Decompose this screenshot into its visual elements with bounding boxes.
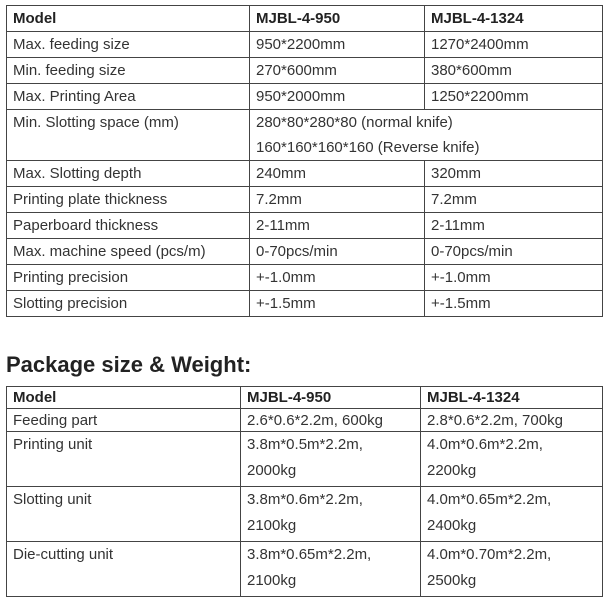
row-label: Paperboard thickness xyxy=(7,213,250,239)
row-label: Max. machine speed (pcs/m) xyxy=(7,239,250,265)
row-label: Printing plate thickness xyxy=(7,187,250,213)
table-row xyxy=(7,84,603,110)
cell-value: +-1.5mm xyxy=(250,291,425,317)
row-label: Min. feeding size xyxy=(7,58,250,84)
table-row xyxy=(7,265,603,291)
cell-value: 2.8*0.6*2.2m, 700kg xyxy=(421,409,603,432)
cell-value: 3.8m*0.5m*2.2m, 2000kg xyxy=(241,432,421,487)
header-cell-model-1324: MJBL-4-1324 xyxy=(421,387,603,409)
header-cell-model: Model xyxy=(7,387,241,409)
header-cell-model-950: MJBL-4-950 xyxy=(250,6,425,32)
cell-value: +-1.0mm xyxy=(425,265,603,291)
slotting-space-cell xyxy=(250,110,603,161)
slotting-space-reverse: 160*160*160*160 (Reverse knife) xyxy=(256,139,480,156)
package-weight-table xyxy=(6,386,603,597)
cell-value: 0-70pcs/min xyxy=(425,239,603,265)
row-label: Printing precision xyxy=(7,265,250,291)
specification-table xyxy=(6,5,603,317)
table-row xyxy=(7,161,603,187)
row-label: Max. feeding size xyxy=(7,32,250,58)
row-label: Min. Slotting space (mm) xyxy=(7,110,250,161)
header-cell-model-1324: MJBL-4-1324 xyxy=(425,6,603,32)
row-label: Slotting unit xyxy=(7,487,241,542)
cell-value: 3.8m*0.65m*2.2m, 2100kg xyxy=(241,542,421,597)
row-label: Printing unit xyxy=(7,432,241,487)
cell-value: 7.2mm xyxy=(425,187,603,213)
cell-value: 7.2mm xyxy=(250,187,425,213)
cell-value: 320mm xyxy=(425,161,603,187)
table-header-row xyxy=(7,6,603,32)
cell-value: 380*600mm xyxy=(425,58,603,84)
section-heading-package: Package size & Weight: xyxy=(6,352,252,377)
table-row xyxy=(7,187,603,213)
cell-value: 950*2000mm xyxy=(250,84,425,110)
table-row xyxy=(7,213,603,239)
cell-value: 1250*2200mm xyxy=(425,84,603,110)
cell-value: 4.0m*0.65m*2.2m, 2400kg xyxy=(421,487,603,542)
cell-value: 2-11mm xyxy=(425,213,603,239)
row-label: Slotting precision xyxy=(7,291,250,317)
cell-value: +-1.5mm xyxy=(425,291,603,317)
table-row xyxy=(7,409,603,432)
table-row xyxy=(7,432,603,487)
table-row xyxy=(7,32,603,58)
cell-value: 4.0m*0.70m*2.2m, 2500kg xyxy=(421,542,603,597)
cell-value: 1270*2400mm xyxy=(425,32,603,58)
cell-value: 270*600mm xyxy=(250,58,425,84)
table-header-row xyxy=(7,387,603,409)
table-row xyxy=(7,542,603,597)
table-row xyxy=(7,110,603,161)
table-row xyxy=(7,58,603,84)
cell-value: 240mm xyxy=(250,161,425,187)
cell-value: 950*2200mm xyxy=(250,32,425,58)
header-cell-model-950: MJBL-4-950 xyxy=(241,387,421,409)
row-label: Max. Printing Area xyxy=(7,84,250,110)
cell-value: 4.0m*0.6m*2.2m, 2200kg xyxy=(421,432,603,487)
table-row xyxy=(7,291,603,317)
row-label: Die-cutting unit xyxy=(7,542,241,597)
cell-value: 0-70pcs/min xyxy=(250,239,425,265)
slotting-space-normal: 280*80*280*80 (normal knife) xyxy=(256,114,453,131)
header-cell-model: Model xyxy=(7,6,250,32)
cell-value: 3.8m*0.6m*2.2m, 2100kg xyxy=(241,487,421,542)
cell-value: 2-11mm xyxy=(250,213,425,239)
row-label: Feeding part xyxy=(7,409,241,432)
row-label: Max. Slotting depth xyxy=(7,161,250,187)
cell-value: 2.6*0.6*2.2m, 600kg xyxy=(241,409,421,432)
table-row xyxy=(7,239,603,265)
cell-value: +-1.0mm xyxy=(250,265,425,291)
table-row xyxy=(7,487,603,542)
